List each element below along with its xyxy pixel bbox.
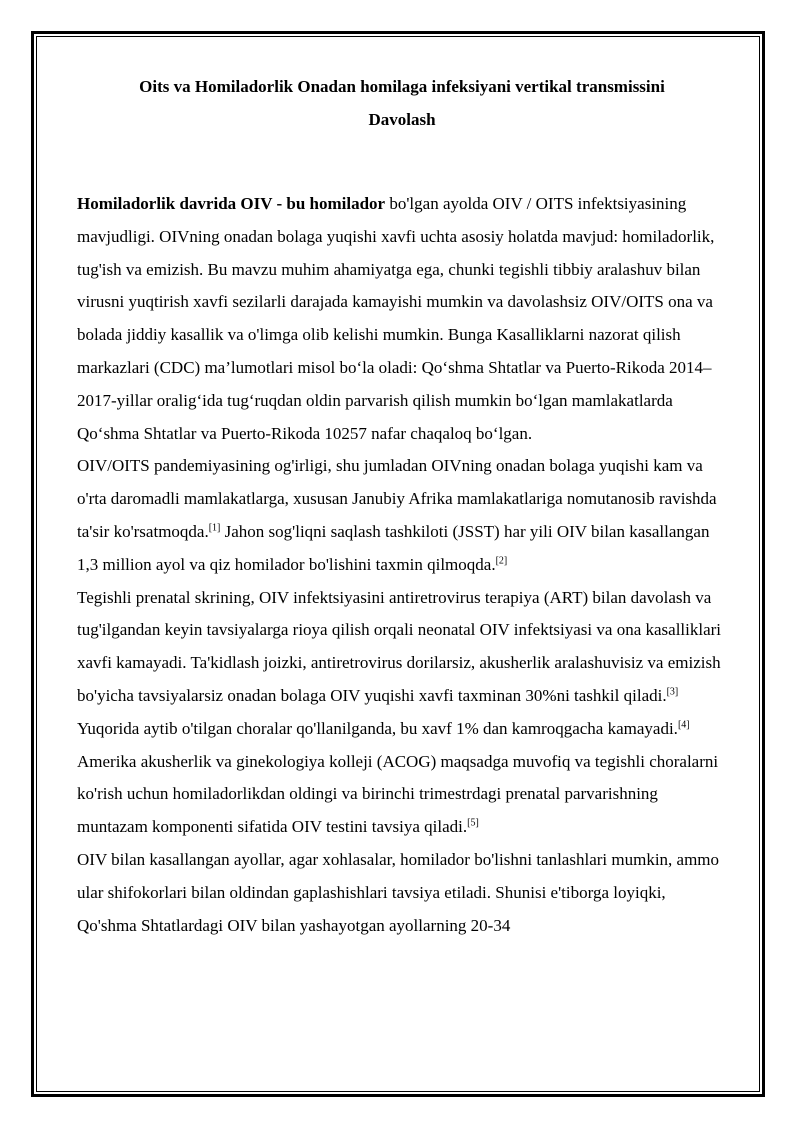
reference-5[interactable]: [5] (467, 817, 479, 829)
paragraph-3-text-2: Yuqorida aytib o'tilgan choralar qo'llanilganda, bu xavf 1% dan kamroqgacha kamayadi. (77, 718, 678, 738)
document-title (77, 70, 727, 136)
paragraph-4-text: OIV bilan kasallangan ayollar, agar xohlasalar, homilador bo'lishni tanlashlari mumkin, ammo ular shifokorlari bilan oldindan gaplashishlari tavsiya etiladi. Shunisi e'tiborga loyiqki, Qo'shma Shtatlardagi OIV bilan yashayotgan ayollarning 20-34 (77, 849, 720, 935)
paragraph-3-text-3: Amerika akusherlik va ginekologiya kolleji (ACOG) maqsadga muvofiq va tegishli choralarni ko'rish uchun homiladorlikdan oldingi va birinchi trimestrdagi prenatal parvarishning muntazam komponenti sifatida OIV testini tavsiya qiladi. (77, 751, 719, 837)
title-line-1: Oits va Homiladorlik Onadan homilaga infeksiyani vertikal transmissini (139, 77, 665, 96)
title-line-2: Davolash (368, 110, 436, 129)
reference-1[interactable]: [1] (208, 522, 221, 534)
document-page (77, 70, 727, 942)
paragraph-1-text: bo'lgan ayolda OIV / OITS infektsiyasining mavjudligi. OIVning onadan bolaga yuqishi xavfi uchta asosiy holatda mavjud: homiladorlik, tug'ish va emizish. Bu mavzu muhim ahamiyatga ega, chunki tegishli tibbiy aralashuv bilan virusni yuqtirish xavfi sezilarli darajada kamayishi mumkin va davolashsiz OIV/OITS ona va bolada jiddiy kasallik va o'limga olib kelishi mumkin. Bunga Kasalliklarni nazorat qilish markazlari (CDC) ma’lumotlari misol bo‘la oladi: Qo‘shma Shtatlar va Puerto-Rikoda 2014–2017-yillar oralig‘ida tug‘ruqdan oldin parvarish qilish mumkin bo‘lgan mamlakatlarda Qo‘shma Shtatlar va Puerto-Rikoda 10257 nafar chaqaloq bo‘lgan. (77, 194, 715, 443)
paragraph-3-text-1: Tegishli prenatal skrining, OIV infektsiyasini antiretrovirus terapiya (ART) bilan davolash va tug'ilgandan keyin tavsiyalarga rioya qilish orqali neonatal OIV infektsiyasi va ona kasalliklari xavfi kamayadi. Ta'kidlash joizki, antiretrovirus dorilarsiz, akusherlik aralashuvisiz va emizish bo'yicha tavsiyalarsiz onadan bolaga OIV yuqishi xavfi taxminan 30%ni tashkil qiladi. (77, 587, 722, 705)
paragraph-4 (77, 844, 727, 942)
reference-3[interactable]: [3] (666, 686, 679, 698)
reference-4[interactable]: [4] (677, 719, 690, 731)
reference-2[interactable]: [2] (495, 555, 508, 567)
paragraph-1 (77, 188, 727, 450)
paragraph-1-lead: Homiladorlik davrida OIV - bu homilador (77, 194, 386, 213)
document-body (77, 188, 727, 942)
paragraph-3 (77, 582, 727, 844)
paragraph-2-text-2: Jahon sog'liqni saqlash tashkiloti (JSST) har yili OIV bilan kasallangan 1,3 million ayol va qiz homilador bo'lishini taxmin qilmoqda. (77, 521, 710, 574)
paragraph-2-text-1: OIV/OITS pandemiyasining og'irligi, shu jumladan OIVning onadan bolaga yuqishi kam va o'rta daromadli mamlakatlarga, xususan Janubiy Afrika mamlakatlariga nomutanosib ravishda ta'sir ko'rsatmoqda. (77, 456, 717, 541)
paragraph-2 (77, 450, 727, 581)
